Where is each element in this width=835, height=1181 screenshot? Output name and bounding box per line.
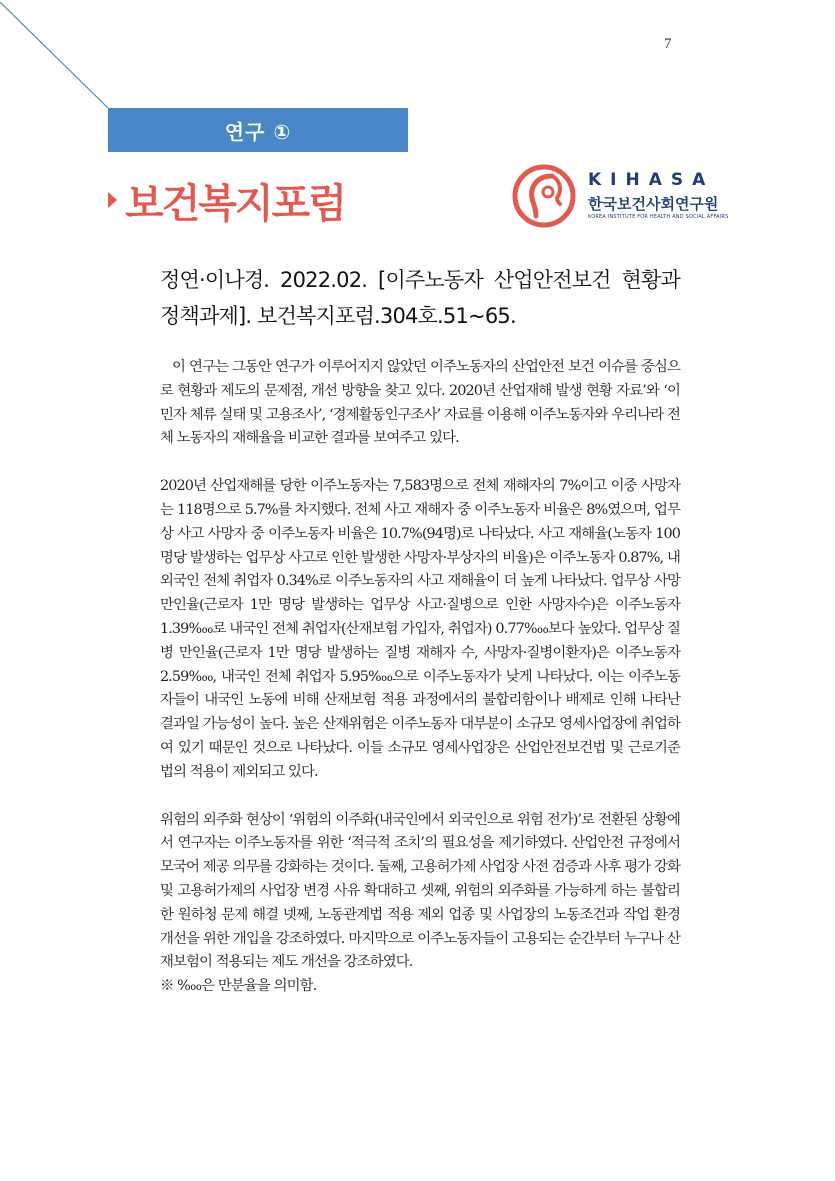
footnote: ※ ‱은 만분율을 의미함. bbox=[160, 978, 317, 995]
logo-text-english: KIHASA bbox=[588, 170, 715, 190]
kihasa-logo bbox=[512, 164, 729, 228]
section-tab: 연구 ① bbox=[108, 108, 408, 152]
paragraph: 위험의 외주화 현상이 ‘위험의 이주화(내국인에서 외국인으로 위험 전가)’로 전환된 상황에서 연구자는 이주노동자를 위한 ‘적극적 조치’의 필요성을 제기하였다. 산업안전 규정에서 모국어 제공 의무를 강화하는 것이다. 둘째, 고용허가제 사업장 사전 검증과 사후 평가 강화 및 고용허가제의 사업장 변경 사유 확대하고 셋째, 위험의 외주화를 가능하게 하는 불합리한 원하청 문제 해결 넷째, 노동관계법 적용 제외 업종 및 사업장의 노동조건과 작업 환경 개선을 위한 개입을 강조하였다. 마지막으로 이주노동자들이 고용되는 순간부터 누구나 산재보험이 적용되는 제도 개선을 강조하였다. bbox=[160, 811, 680, 971]
paragraph: 2020년 산업재해를 당한 이주노동자는 7,583명으로 전체 재해자의 7%이고 이중 사망자는 118명으로 5.7%를 차지했다. 전체 사고 재해자 중 이주노동자 비율은 8%였으며, 업무상 사고 사망자 중 이주노동자 비율은 10.7%(94명)로 나타났다. 사고 재해율(노동자 100명당 발생하는 업무상 사고로 인한 발생한 사망자·부상자의 비율)은 이주노동자 0.87%, 내외국인 전체 취업자 0.34%로 이주노동자의 사고 재해율이 더 높게 나타났다. 업무상 사망만인율(근로자 1만 명당 발생하는 업무상 사고·질병으로 인한 사망자수)은 이주노동자 1.39‱로 내국인 전체 취업자(산재보험 가입자, 취업자) 0.77‱보다 높았다. 업무상 질병 만인율(근로자 1만 명당 발생하는 질병 재해자 수, 사망자·질병이환자)은 이주노동자 2.59‱, 내국인 전체 취업자 5.95‱으로 이주노동자가 낮게 나타났다. 이는 이주노동자들이 내국인 노동에 비해 산재보험 적용 과정에서의 불합리함이나 배제로 인해 나타난 결과일 가능성이 높다. 높은 산재위험은 이주노동자 대부분이 소규모 영세사업장에 취업하여 있기 때문인 것으로 나타났다. 이들 소규모 영세사업장은 산업안전보건법 및 근로기준법의 적용이 제외되고 있다. bbox=[160, 478, 680, 780]
head-silhouette-icon bbox=[512, 164, 576, 228]
citation-heading: 정연·이나경. 2022.02. [이주노동자 산업안전보건 현황과 정책과제]. 보건복지포럼.304호.51~65. bbox=[160, 268, 680, 328]
triangle-arrow-icon bbox=[108, 192, 117, 208]
journal-name: 보건복지포럼 bbox=[125, 180, 345, 227]
journal-header bbox=[108, 170, 345, 230]
paragraph: 이 연구는 그동안 연구가 이루어지지 않았던 이주노동자의 산업안전 보건 이슈를 중심으로 현황과 제도의 문제점, 개선 방향을 찾고 있다. 2020년 산업재해 발생 현황 자료’와 ‘이민자 체류 실태 및 고용조사’, ‘경제활동인구조사’ 자료를 이용해 이주노동자와 우리나라 전체 노동자의 재해율을 비교한 결과를 보여주고 있다. bbox=[160, 359, 680, 447]
article-body bbox=[160, 356, 680, 999]
logo-text-subtitle: KOREA INSTITUTE FOR HEALTH AND SOCIAL AFFAIRS bbox=[588, 214, 729, 220]
page-number: 7 bbox=[664, 36, 672, 52]
logo-text-korean: 한국보건사회연구원 bbox=[588, 195, 719, 213]
corner-decoration-line bbox=[0, 0, 120, 120]
